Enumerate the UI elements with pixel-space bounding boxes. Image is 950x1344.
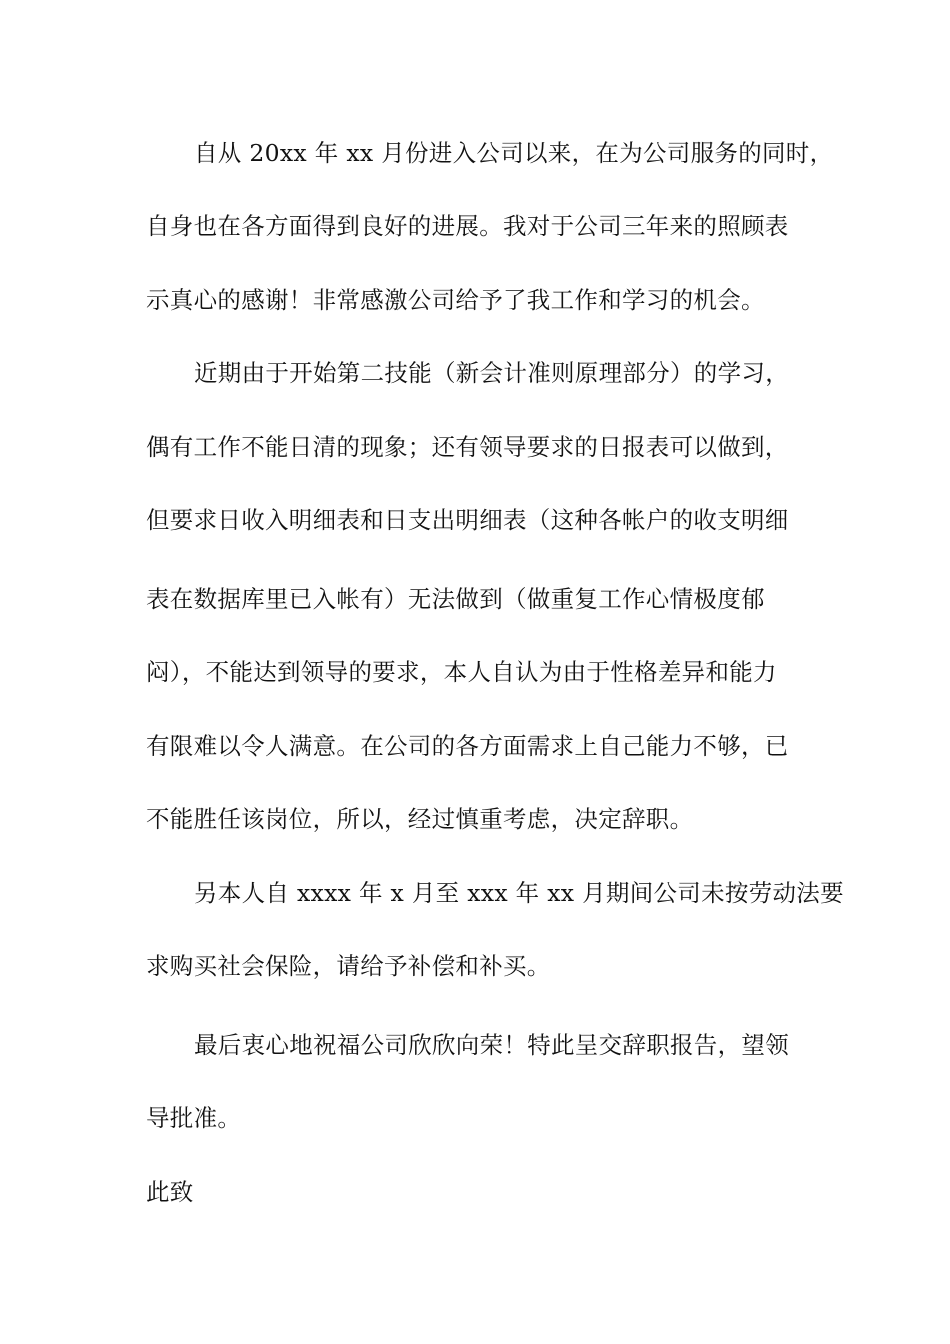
paragraph-4-line-1: 最后衷心地祝福公司欣欣向荣！特此呈交辞职报告，望领 <box>194 1031 789 1059</box>
paragraph-1-line-1: 自从 20xx 年 xx 月份进入公司以来，在为公司服务的同时， <box>194 139 834 167</box>
paragraph-4-line-2: 导批准。 <box>146 1104 242 1132</box>
paragraph-1-line-3: 示真心的感谢！非常感激公司给予了我工作和学习的机会。 <box>146 286 765 314</box>
paragraph-2-line-7: 不能胜任该岗位，所以，经过慎重考虑，决定辞职。 <box>146 805 694 833</box>
paragraph-1-line-2: 自身也在各方面得到良好的进展。我对于公司三年来的照顾表 <box>146 212 789 240</box>
paragraph-2-line-5: 闷），不能达到领导的要求，本人自认为由于性格差异和能力 <box>146 658 777 686</box>
paragraph-2-line-6: 有限难以令人满意。在公司的各方面需求上自己能力不够，已 <box>146 732 789 760</box>
paragraph-2-line-3: 但要求日收入明细表和日支出明细表（这种各帐户的收支明细 <box>146 506 789 534</box>
paragraph-2-line-4: 表在数据库里已入帐有）无法做到（做重复工作心情极度郁 <box>146 585 765 613</box>
paragraph-2-line-1: 近期由于开始第二技能（新会计准则原理部分）的学习， <box>194 359 789 387</box>
paragraph-3-line-1: 另本人自 xxxx 年 x 月至 xxx 年 xx 月期间公司未按劳动法要 <box>194 879 844 907</box>
closing-salutation: 此致 <box>146 1178 194 1206</box>
paragraph-3-line-2: 求购买社会保险，请给予补偿和补买。 <box>146 952 551 980</box>
paragraph-2-line-2: 偶有工作不能日清的现象；还有领导要求的日报表可以做到， <box>146 433 789 461</box>
